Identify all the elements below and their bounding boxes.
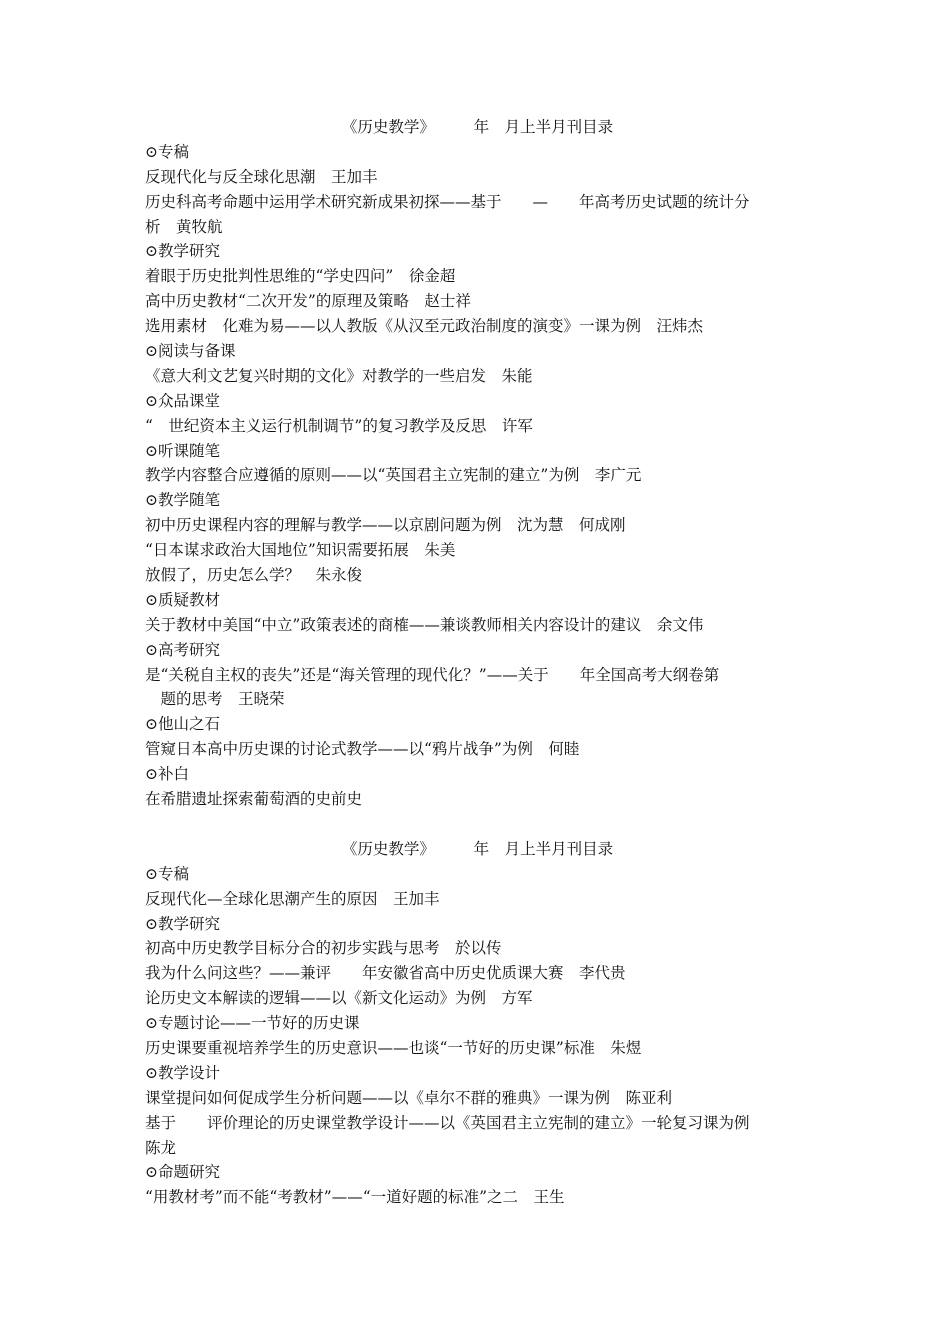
column-heading: ⊙专题讨论——一节好的历史课 (145, 1014, 360, 1033)
column-heading: ⊙他山之石 (145, 715, 220, 734)
toc-entry: 是“关税自主权的丧失”还是“海关管理的现代化？”——关于 年全国高考大纲卷第 (145, 665, 720, 684)
column-heading: ⊙众品课堂 (145, 391, 220, 410)
column-heading: ⊙教学随笔 (145, 491, 220, 510)
toc-entry-continued: 题的思考 王晓荣 (145, 690, 285, 709)
column-heading: ⊙听课随笔 (145, 441, 220, 460)
column-heading: ⊙专稿 (145, 864, 189, 883)
toc-entry: 历史科高考命题中运用学术研究新成果初探——基于 — 年高考历史试题的统计分 (145, 192, 750, 211)
toc-entry: 我为什么问这些？——兼评 年安徽省高中历史优质课大赛 李代贵 (145, 964, 626, 983)
section-title: 《历史教学》 年 月上半月刊目录 (341, 839, 614, 858)
toc-entry: “ 世纪资本主义运行机制调节”的复习教学及反思 许军 (145, 416, 533, 435)
toc-entry-continued: 陈龙 (145, 1138, 177, 1157)
toc-section-2 (145, 837, 810, 1210)
column-heading: ⊙教学研究 (145, 242, 220, 261)
toc-entry: “日本谋求政治大国地位”知识需要拓展 朱美 (145, 541, 456, 560)
toc-entry: 着眼于历史批判性思维的“学史四问” 徐金超 (145, 267, 456, 286)
column-heading: ⊙命题研究 (145, 1163, 220, 1182)
document-page (145, 115, 810, 1210)
toc-entry: 反现代化与反全球化思潮 王加丰 (145, 167, 378, 186)
toc-entry: 选用素材 化难为易——以人教版《从汉至元政治制度的演变》一课为例 汪炜杰 (145, 317, 704, 336)
toc-entry: 管窥日本高中历史课的讨论式教学——以“鸦片战争”为例 何睦 (145, 740, 580, 759)
toc-entry: 初中历史课程内容的理解与教学——以京剧问题为例 沈为慧 何成刚 (145, 516, 626, 535)
toc-entry-continued: 析 黄牧航 (145, 217, 223, 236)
column-heading: ⊙质疑教材 (145, 590, 220, 609)
toc-entry: 放假了，历史怎么学？ 朱永俊 (145, 566, 363, 585)
column-heading: ⊙阅读与备课 (145, 342, 236, 361)
toc-entry: 教学内容整合应遵循的原则——以“英国君主立宪制的建立”为例 李广元 (145, 466, 642, 485)
toc-entry: 高中历史教材“二次开发”的原理及策略 赵士祥 (145, 292, 471, 311)
toc-entry: 反现代化—全球化思潮产生的原因 王加丰 (145, 889, 440, 908)
section-spacer (145, 812, 810, 837)
column-heading: ⊙专稿 (145, 142, 189, 161)
toc-entry: 基于 评价理论的历史课堂教学设计——以《英国君主立宪制的建立》一轮复习课为例 (145, 1113, 750, 1132)
toc-entry: 历史课要重视培养学生的历史意识——也谈“一节好的历史课”标准 朱煜 (145, 1038, 642, 1057)
column-heading: ⊙教学设计 (145, 1063, 220, 1082)
toc-entry: 课堂提问如何促成学生分析问题——以《卓尔不群的雅典》一课为例 陈亚利 (145, 1088, 673, 1107)
column-heading: ⊙教学研究 (145, 914, 220, 933)
toc-entry: “用教材考”而不能“考教材”——“一道好题的标准”之二 王生 (145, 1188, 565, 1207)
toc-entry: 关于教材中美国“中立”政策表述的商榷——兼谈教师相关内容设计的建议 余文伟 (145, 615, 704, 634)
toc-section-1 (145, 115, 810, 812)
column-heading: ⊙高考研究 (145, 640, 220, 659)
toc-entry: 论历史文本解读的逻辑——以《新文化运动》为例 方军 (145, 989, 533, 1008)
section-title: 《历史教学》 年 月上半月刊目录 (341, 118, 614, 136)
column-heading: ⊙补白 (145, 765, 189, 784)
toc-entry: 初高中历史教学目标分合的初步实践与思考 於以传 (145, 939, 502, 958)
toc-entry: 《意大利文艺复兴时期的文化》对教学的一些启发 朱能 (145, 366, 533, 385)
toc-entry: 在希腊遗址探索葡萄酒的史前史 (145, 790, 363, 809)
